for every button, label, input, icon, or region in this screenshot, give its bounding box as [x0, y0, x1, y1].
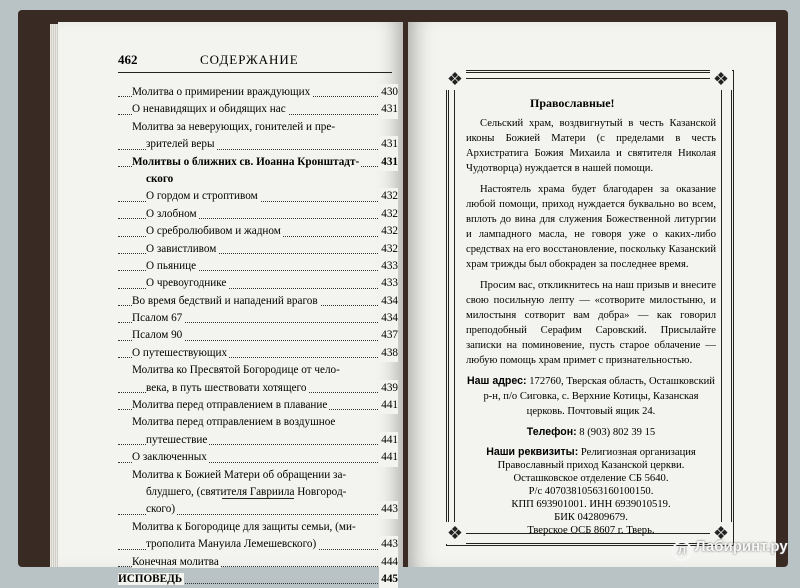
page-number: 462: [118, 52, 138, 67]
toc-entry-title: О заключенных: [132, 451, 207, 464]
appeal-paragraph: Сельский храм, воздвигнутый в честь Казанской иконы Божией Матери (с пределами в честь Архистратига Божия Михаила и святителя Николая Чудотворца) нуждается в нашей помощи.: [466, 118, 716, 174]
toc-row: [118, 345, 398, 362]
address-label: Наш адрес:: [467, 375, 527, 387]
toc-entry-title: О путешествующих: [132, 346, 228, 359]
toc-row: [118, 449, 398, 466]
toc-row: [118, 536, 398, 553]
toc-entry-title: века, в путь шествовати хотящего: [146, 381, 307, 394]
toc-entry-title: ского: [146, 172, 174, 185]
toc-entry-page: 441: [379, 432, 398, 449]
toc-row: [118, 310, 398, 327]
toc-entry-page: 437: [379, 327, 398, 344]
toc-row: [118, 154, 398, 171]
requisites-line: БИК 042809679.: [554, 512, 628, 523]
toc-row: [118, 258, 398, 275]
toc-row: [118, 84, 398, 101]
toc-entry-title: Молитва перед отправлением в плавание: [132, 399, 328, 412]
toc-entry-title: ского): [146, 503, 176, 516]
toc-entry-title: Молитва о примирении враждующих: [132, 86, 311, 98]
toc-row: [118, 519, 398, 536]
header-rule: [118, 72, 392, 73]
phone-label: Телефон:: [526, 426, 577, 438]
corner-ornament-icon: ❖: [710, 522, 732, 544]
requisites-line: Тверское ОСБ 8607 г. Тверь.: [527, 525, 655, 536]
toc-entry-page: 443: [379, 501, 398, 518]
toc-entry-page: 432: [379, 188, 398, 205]
toc-entry-page: 433: [379, 275, 398, 292]
toc-row: [118, 380, 398, 397]
appeal-paragraph: Просим вас, откликнитесь на наш призыв и внесите свою посильную лепту — «сотворите милостыню, и милостыня сотворит вам добра» — как говорил преподобный Серафим Саровский. Присылайте записки на поминовение, пусть старое облачение — любую помощь храм примет с признательностью.: [466, 280, 716, 366]
toc-entry-page: 444: [379, 554, 398, 571]
appeal-heading: Православные!: [530, 96, 615, 110]
toc-entry-title: О чревоугоднике: [146, 277, 227, 290]
toc-row: [118, 571, 398, 588]
toc-row: [118, 171, 398, 188]
appeal-body: [466, 116, 716, 543]
section-title: СОДЕРЖАНИЕ: [200, 52, 299, 67]
toc-entry-page: 445: [379, 571, 398, 588]
address-value: 172760, Тверская область, Осташковский р-н, п/о Сиговка, с. Верхние Котицы, Казанская церковь. Почтовый ящик 24.: [483, 376, 715, 417]
corner-ornament-icon: ❖: [710, 68, 732, 90]
toc-entry-title: Молитва к Божией Матери об обращении за-: [132, 468, 347, 481]
toc-row: [118, 241, 398, 258]
toc-entry-page: 430: [379, 84, 398, 101]
toc-entry-page: 432: [379, 206, 398, 223]
toc-row: [118, 554, 398, 571]
toc-row: [118, 188, 398, 205]
requisites-block: [466, 446, 716, 537]
phone-block: [466, 425, 716, 440]
toc-entry-title: Во время бедствий и нападений врагов: [132, 294, 318, 307]
requisites-label: Наши реквизиты:: [486, 446, 579, 458]
toc-entry-page: 432: [379, 241, 398, 258]
watermark: [672, 538, 788, 561]
toc-entry-title: О ненавидящих и обидящих нас: [132, 103, 286, 116]
toc-entry-title: О сребролюбивом и жадном: [146, 225, 281, 238]
end-rule: [222, 498, 294, 499]
toc-entry-title: О злобном: [146, 207, 197, 220]
appeal-paragraph: Настоятель храма будет благодарен за оказание любой помощи, приход нуждается буквально во всем, вплоть до вина для служения Божественной литургии и лампадного масла, не говоря уже о каких-либо средствах на его восстановление, поскольку Казанский храм трижды был обокраден за последнее время.: [466, 184, 716, 270]
toc-entry-title: Молитва за неверующих, гонителей и пре-: [132, 120, 336, 133]
toc-entry-title: Молитвы о ближних св. Иоанна Кронштадт-: [132, 155, 360, 168]
toc-entry-page: 434: [379, 293, 398, 310]
requisites-line: Религиозная организация: [580, 447, 696, 458]
toc-row: [118, 101, 398, 118]
address-block: [466, 374, 716, 419]
toc-row: [118, 327, 398, 344]
toc-entry-page: 431: [379, 154, 398, 171]
toc-row: [118, 136, 398, 153]
toc-entry-title: О завистливом: [146, 242, 217, 255]
toc-entry-page: 438: [379, 345, 398, 362]
toc-row: [118, 501, 398, 518]
toc-entry-title: Псалом 90: [132, 329, 183, 342]
requisites-line: Осташковское отделение СБ 5640.: [513, 473, 669, 484]
toc-entry-page: 439: [379, 380, 398, 397]
toc-entry-page: 434: [379, 310, 398, 327]
toc-entry-page: 443: [379, 536, 398, 553]
toc-entry-page: 431: [379, 136, 398, 153]
watermark-text: Лабиринт.ру: [695, 538, 788, 555]
toc-entry-title: путешествие: [146, 433, 208, 446]
toc-row: [118, 293, 398, 310]
toc-row: [118, 223, 398, 240]
toc-entry-title: ИСПОВЕДЬ: [118, 572, 183, 585]
toc-row: [118, 362, 398, 379]
toc-entry-page: 433: [379, 258, 398, 275]
toc-entry-title: О пьянице: [146, 259, 197, 272]
requisites-line: Р/с 40703810563160100150.: [528, 486, 654, 497]
toc-row: [118, 414, 398, 431]
left-page-header: [118, 46, 392, 66]
labirint-logo-icon: Л: [672, 541, 692, 561]
toc-row: [118, 467, 398, 484]
toc-entry-title: О гордом и строптивом: [146, 190, 258, 203]
toc-entry-title: Молитва к Богородице для защиты семьи, (ми-: [132, 520, 356, 533]
toc-entry-title: Молитва перед отправлением в воздушное: [132, 416, 336, 429]
toc-entry-title: Молитва ко Пресвятой Богородице от чело-: [132, 364, 340, 377]
corner-ornament-icon: ❖: [444, 522, 466, 544]
toc-row: [118, 432, 398, 449]
phone-value: 8 (903) 802 39 15: [579, 427, 656, 438]
toc-entry-title: Псалом 67: [132, 312, 183, 325]
toc-entry-title: зрителей веры: [146, 138, 215, 151]
toc-entry-page: 432: [379, 223, 398, 240]
requisites-line: Православный приход Казанской церкви.: [497, 460, 685, 471]
toc-entry-title: блудшего, (святителя Гавриила Новгород-: [146, 485, 347, 498]
corner-ornament-icon: ❖: [444, 68, 466, 90]
toc-entry-page: 441: [379, 449, 398, 466]
toc-row: [118, 275, 398, 292]
requisites-line: КПП 693901001. ИНН 6939010519.: [511, 499, 671, 510]
table-of-contents: [118, 84, 398, 588]
toc-row: [118, 119, 398, 136]
toc-row: [118, 397, 398, 414]
toc-entry-page: 441: [379, 397, 398, 414]
toc-entry-page: 431: [379, 101, 398, 118]
toc-entry-title: трополита Мануила Лемешевского): [146, 538, 317, 551]
toc-entry-title: Конечная молитва: [132, 555, 219, 568]
toc-row: [118, 206, 398, 223]
